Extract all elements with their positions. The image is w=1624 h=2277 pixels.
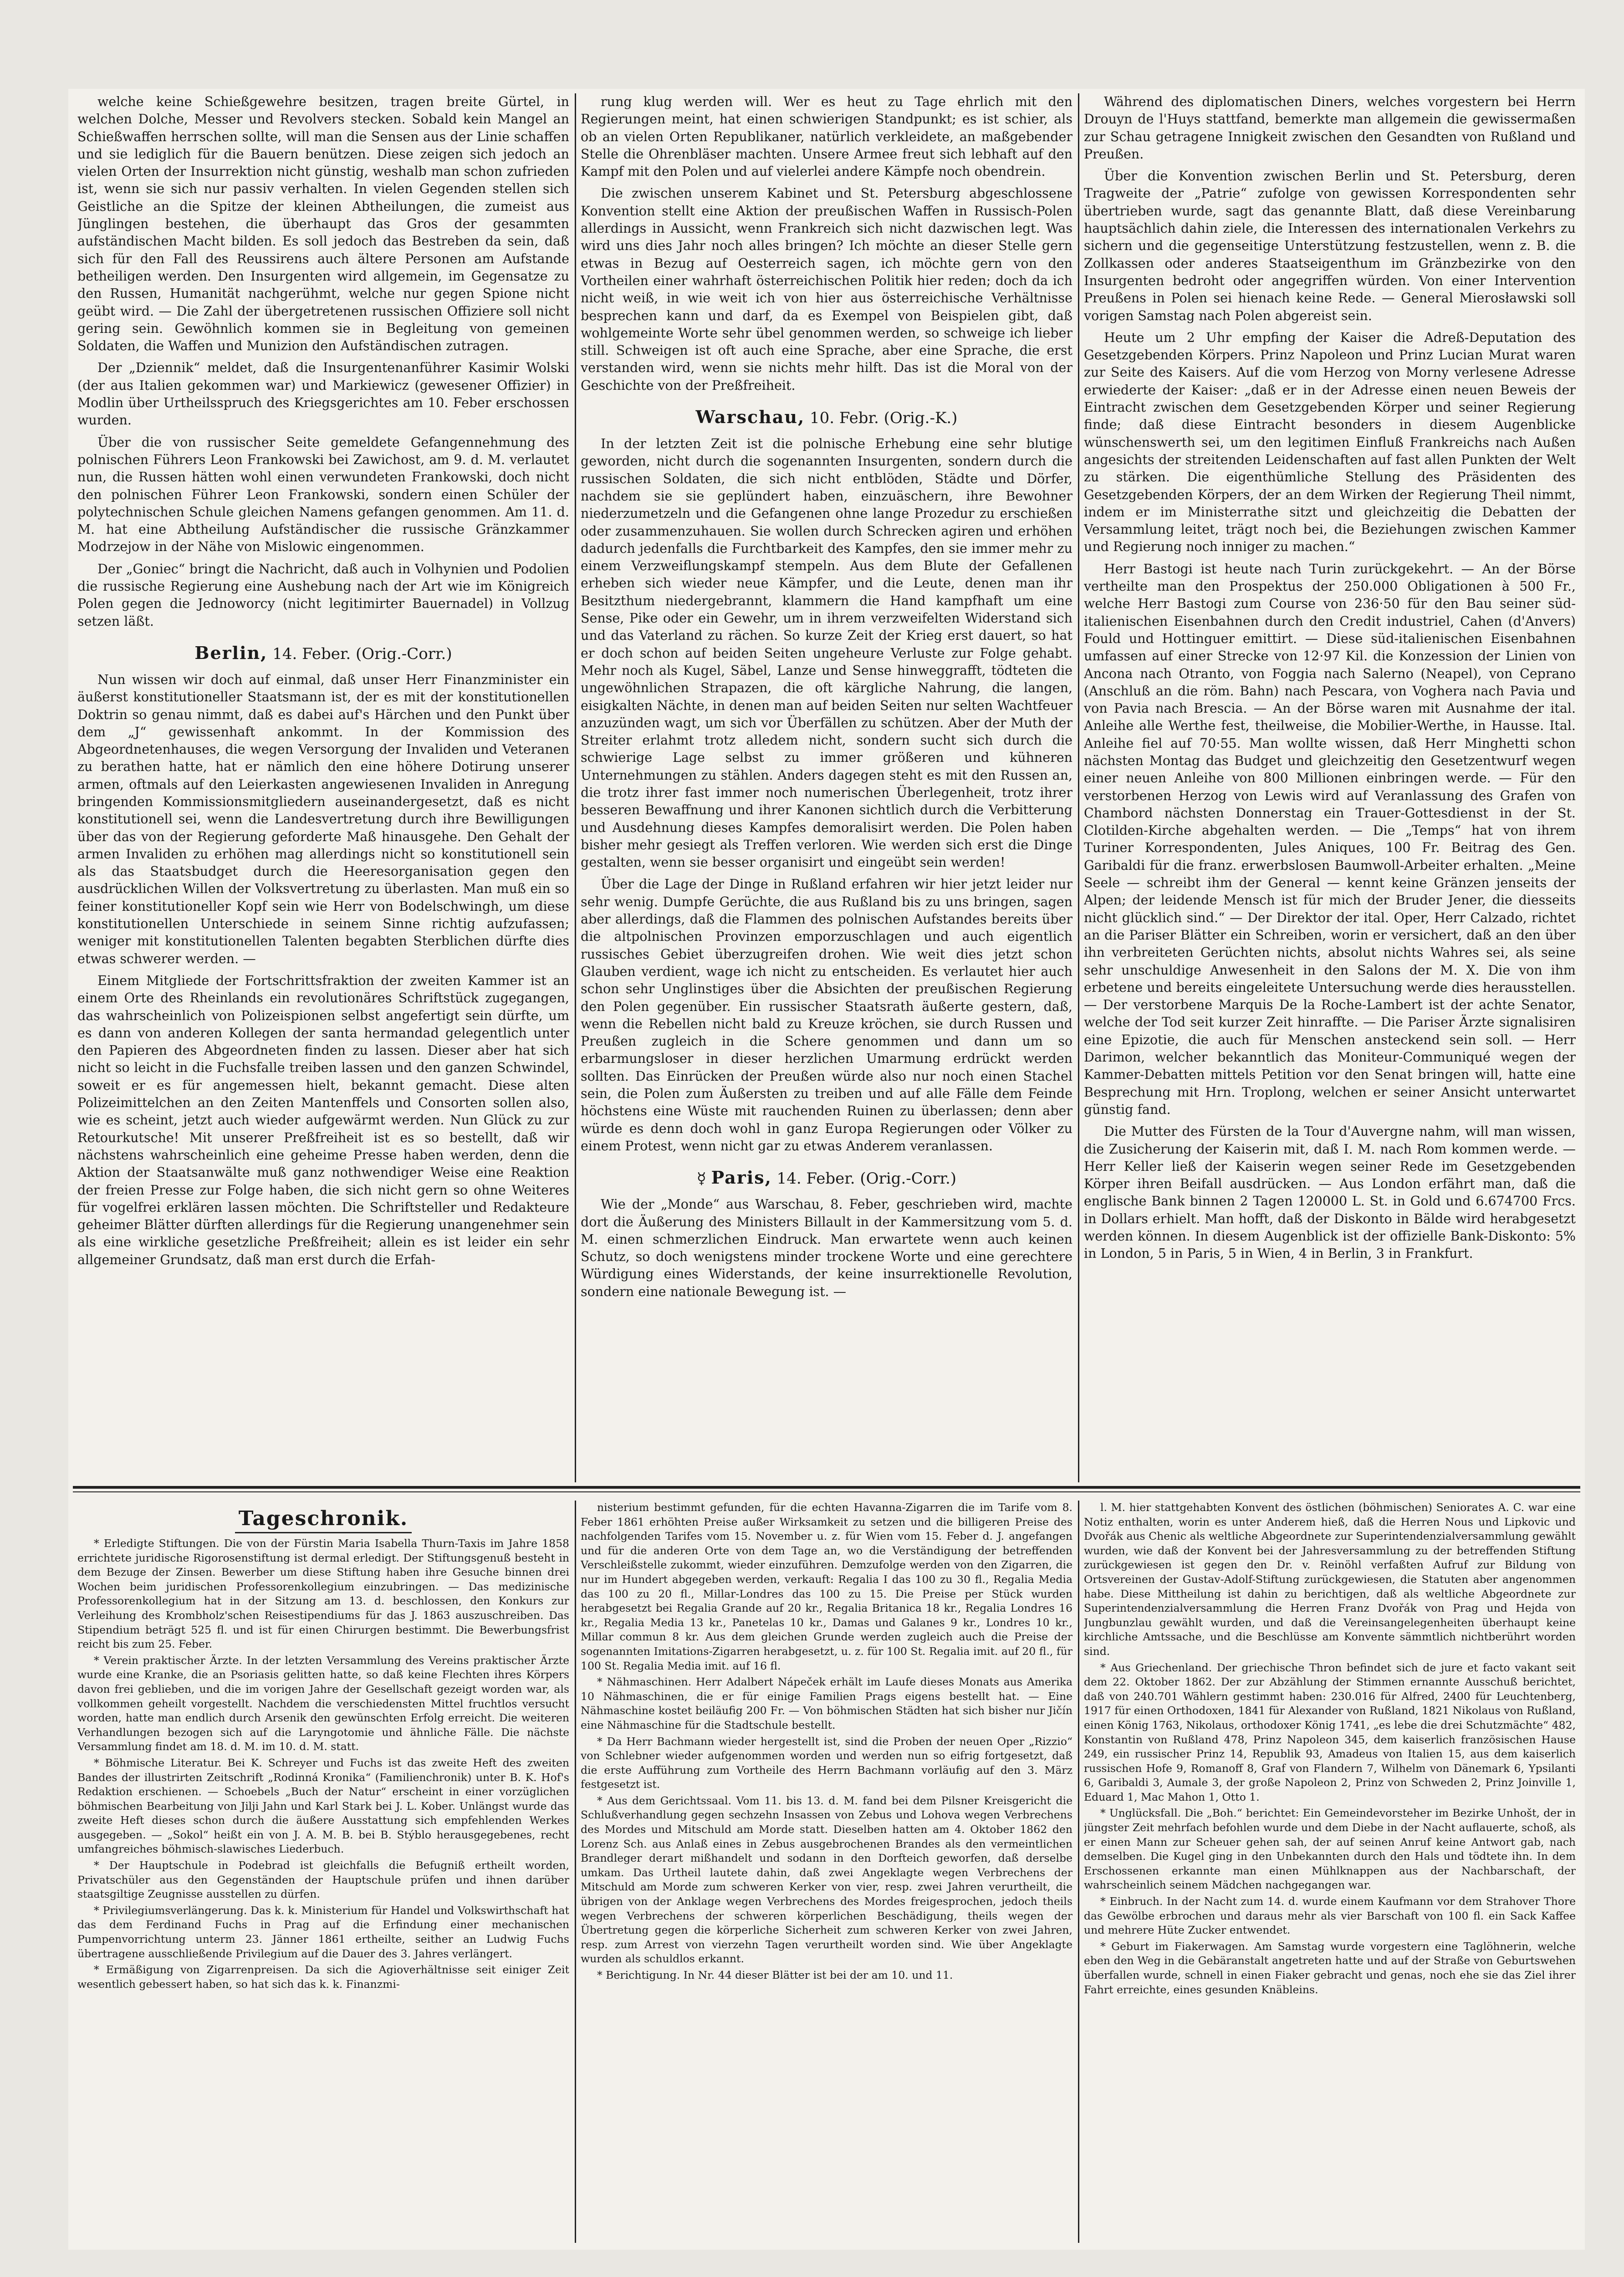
paragraph: Die zwischen unserem Kabinet und St. Petersburg abgeschlossene Konvention stellt eine Aktion der preußischen Waffen in Russisch-Polen allerdings in Aussicht, wenn Frankreich sich nicht dazwischen legt. Was wird uns dies Jahr noch alles bringen? Ich möchte an dieser Stelle gern etwas in Bezug auf Oesterreich sagen, ich möchte gern von den Vortheilen einer wahrhaft österreichischen Politik hier reden; doch da ich nicht weiß, in wie weit ich von hier aus österreichische Verhältnisse besprechen kann und darf, da es Exempel von Beispielen gibt, daß wohlgemeinte Worte sehr übel genommen werden, so schweige ich lieber still. Schweigen ist oft auch eine Sprache, aber eine Sprache, die erst verstanden wird, wenn sie nichts mehr hilft. Das ist die Moral von der Geschichte von der Preßfreiheit. [581, 186, 1072, 393]
dateline-paris [581, 1168, 1072, 1189]
chronicle-item: * Berichtigung. In Nr. 44 dieser Blätter ist bei der am 10. und 11. [597, 1969, 953, 1981]
column-2 [581, 93, 1072, 1482]
paragraph: Nun wissen wir doch auf einmal, daß unser Herr Finanzminister ein äußerst konstitutioneller Staatsmann ist, der es mit der konstitutionellen Doktrin so genau nimmt, daß es dabei auf's Härchen und den Punkt über dem „J“ gewissenhaft ankommt. In der Kommission des Abgeordnetenhauses, die wegen Versorgung der Invaliden und Veteranen zu berathen hatte, hat er nämlich den eine höhere Dotirung unserer armen, oftmals auf den Leierkasten angewiesenen Invaliden in Anregung bringenden Kommissionsmitgliedern auseinandergesetzt, daß es nicht konstitutionell sei, wenn die Landesvertretung durch ihre Bewilligungen über das von der Regierung geforderte Maß hinausgehe. Den Gehalt der armen Invaliden zu erhöhen mag allerdings nicht so konstitutionell sein als das Staatsbudget durch die Heeresorganisation gegen den ausdrücklichen Willen der Volksvertretung zu überlasten. Man muß ein so feiner konstitutioneller Kopf sein wie Herr von Bodelschwingh, um diese konstitutionellen Unterschiede in seinem Sinne richtig aufzufassen; weniger mit konstitutionellen Talenten begabten Sterblichen dürfte dies etwas schwerer werden. — [77, 672, 569, 966]
dateline-berlin [77, 643, 569, 664]
column-3 [1084, 93, 1576, 1482]
chronicle-item: nisterium bestimmt gefunden, für die echten Havanna-Zigarren die im Tarife vom 8. Feber 1861 erhöhten Preise außer Wirksamkeit zu setzen und die billigeren Preise des nachfolgenden Tarifes vom 15. November u. z. für Wien vom 15. Feber d. J. angefangen und für die anderen Orte von dem Tage an, wo die Verständigung der betreffenden Verschleißstelle zukommt, wieder einzuführen. Demzufolge werden von den Zigarren, die nur im Hundert abgegeben werden, verkauft: Regalia I das 100 zu 30 fl., Regalia Media das 100 zu 20 fl., Millar-Londres das 100 zu 15. Die Preise per Stück wurden herabgesetzt bei Regalia Grande auf 20 kr., Regalia Britanica 18 kr., Regalia Londres 16 kr., Regalia Media 13 kr., Panetelas 10 kr., Damas und Galanes 9 kr., Londres 10 kr., Millar commun 8 kr. Aus dem gleichen Grunde werden zugleich auch die Preise der sogenannten Imitations-Zigarren herabgesetzt, u. z. für 100 St. Regalia imit. auf 20 fl., für 100 St. Regalia Media imit. auf 16 fl. [581, 1501, 1072, 1672]
paragraph: Über die von russischer Seite gemeldete Gefangennehmung des polnischen Führers Leon Frankowski bei Zawichost, am 9. d. M. verlautet nun, die Russen hätten wohl einen verwundeten Frankowski, doch nicht den polnischen Führer Leon Frankowski, sondern einen Schüler der polytechnischen Schule gleichen Namens gefangen genommen. Am 11. d. M. hat eine Abtheilung Aufständischer die russische Gränzkammer Modrzejow in der Nähe von Mislowic eingenommen. [77, 434, 569, 555]
chronicle-item: * Nähmaschinen. Herr Adalbert Nápeček erhält im Laufe dieses Monats aus Amerika 10 Nähmaschinen, die er für einige Familien Prags eigens bestellt hat. — Eine Nähmaschine kostet beiläufig 200 Fr. — Von böhmischen Städten hat sich bisher nur Jičín eine Nähmaschine für die Stadtschule bestellt. [581, 1675, 1072, 1731]
chronicle-column-2 [581, 1501, 1072, 2243]
chronicle-item: * Einbruch. In der Nacht zum 14. d. wurde einem Kaufmann vor dem Strahover Thore das Gewölbe erbrochen und daraus mehr als vier Barschaft von 100 fl. ein Sack Kaffee und mehrere Hüte Zucker entwendet. [1084, 1895, 1576, 1937]
dateline-warschau [581, 407, 1072, 428]
chronicle-item: * Da Herr Bachmann wieder hergestellt ist, sind die Proben der neuen Oper „Rizzio“ von Schlebner wieder aufgenommen worden und werden nun so eifrig fortgesetzt, daß die erste Aufführung zum Vortheile des Herrn Bachmann vorläufig auf den 3. März festgesetzt ist. [581, 1735, 1072, 1791]
chronicle-column-3 [1084, 1501, 1576, 2243]
chronicle-item: * Böhmische Literatur. Bei K. Schreyer und Fuchs ist das zweite Heft des zweiten Bandes der illustrirten Zeitschrift „Rodinná Kronika“ (Familienchronik) unter B. K. Hof's Redaktion erschienen. — Schoebels „Buch der Natur“ erscheint in einer vorzüglichen böhmischen Bearbeitung von Jilji Jahn und Karl Stark bei J. L. Kober. Unlängst wurde das zweite Heft dieses schon durch die äußere Ausstattung sich empfehlenden Werkes ausgegeben. — „Sokol“ heißt ein von J. A. M. B. bei B. Stýblo herausgegebenes, recht umfangreiches böhmisch-slawisches Liederbuch. [77, 1756, 569, 1856]
column-rule [575, 1501, 576, 2243]
chronicle-item: * Erledigte Stiftungen. Die von der Fürstin Maria Isabella Thurn-Taxis im Jahre 1858 errichtete juridische Rigorosenstiftung ist dermal erledigt. Der Stiftungsgenuß besteht in dem Bezuge der Zinsen. Bewerber um diese Stiftung haben ihre Gesuche binnen drei Wochen beim juridischen Professorenkollegium einzubringen. — Das medizinische Professorenkollegium hat in der Sitzung am 13. d. beschlossen, den Konkurs zur Verleihung des Krombholz'schen Reisestipendiums für das J. 1863 auszuschreiben. Das Stipendium beträgt 525 fl. und ist für einen Chirurgen bestimmt. Die Bewerbungsfrist reicht bis zum 25. Feber. [77, 1537, 569, 1651]
chronicle-item: * Unglücksfall. Die „Boh.“ berichtet: Ein Gemeindevorsteher im Bezirke Unhošt, der in jüngster Zeit mehrfach befohlen wurde und dem Diebe in der Nacht auflauerte, schoß, als er einen Mann zur Scheuer gehen sah, der auf seinen Anruf keine Antwort gab, nach demselben. Die Kugel ging in den Unbekannten durch den Hals und tödtete ihn. In dem Erschossenen erkannte man einen Mühlknappen aus der Nachbarschaft, der wahrscheinlich seinem Mädchen nachgegangen war. [1084, 1807, 1576, 1892]
chronicle-column-1 [77, 1501, 569, 2243]
column-rule [575, 93, 576, 1482]
chronicle-item: * Verein praktischer Ärzte. In der letzten Versammlung des Vereins praktischer Ärzte wurde eine Kranke, die an Psoriasis gelitten hatte, so daß keine Flechten ihres Körpers davon frei geblieben, und die im vorigen Jahre der Gesellschaft gezeigt worden war, als vollkommen geheilt vorgestellt. Nachdem die verschiedensten Mittel fruchtlos versucht worden, hatte man endlich durch Arsenik den gewünschten Erfolg erreicht. Die weiteren Verhandlungen bezogen sich auf die Laryngotomie und ähnliche Fälle. Die nächste Versammlung findet am 18. d. M. im 10. d. M. statt. [77, 1654, 569, 1753]
paragraph: Der „Dziennik“ meldet, daß die Insurgentenanführer Kasimir Wolski (der aus Italien gekommen war) und Markiewicz (gewesener Offizier) in Modlin über Urtheilsspruch des Kriegsgerichtes am 10. Feber erschossen wurden. [77, 360, 569, 428]
dateline-date: 14. Feber. (Orig.-Corr.) [267, 644, 452, 663]
rubric-heading [77, 1507, 569, 1530]
dateline-city: Berlin, [194, 642, 268, 663]
dateline-date: 10. Febr. (Orig.-K.) [805, 409, 958, 428]
column-rule [1078, 1501, 1079, 2243]
paragraph: Wie der „Monde“ aus Warschau, 8. Feber, geschrieben wird, machte dort die Äußerung des Ministers Billault in der Kammersitzung vom 5. d. M. einen schmerzlichen Eindruck. Man erwartete wenn auch keinen Schutz, so doch wenigstens minder trockene Worte und eine gerechtere Würdigung eines Widerstands, der keine insurrektionelle Revolution, sondern eine nationale Bewegung ist. — [581, 1197, 1072, 1299]
paragraph: welche keine Schießgewehre besitzen, tragen breite Gürtel, in welchen Dolche, Messer und Revolvers stecken. Sobald kein Mangel an Schießwaffen herrschen sollte, will man die Sensen aus der Linie schaffen und sie lediglich für die Bauern benützen. Diese zeigen sich jedoch an vielen Orten der Insurrektion nicht günstig, weshalb man schon zufrieden ist, wenn sie sich nur passiv verhalten. In vielen Gegenden stellen sich Geistliche an die Spitze der kleinen Abtheilungen, die zumeist aus Jünglingen bestehen, die überhaupt das Gros der gesammten aufständischen Macht bilden. Es soll jedoch das Bestreben da sein, daß sich für den Fall des Reussirens auch ältere Personen am Aufstande betheiligen werden. Den Insurgenten wird allgemein, im Gegensatze zu den Russen, Humanität nachgerühmt, welche nur gegen Spione nicht geübt wird. — Die Zahl der übergetretenen russischen Offiziere soll nicht gering sein. Gewöhnlich kommen sie in Begleitung von gemeinen Soldaten, die Waffen und Munizion den Aufständischen zutragen. [77, 94, 569, 354]
chronicle-item: * Aus dem Gerichtssaal. Vom 11. bis 13. d. M. fand bei dem Pilsner Kreisgericht die Schlußverhandlung gegen sechzehn Insassen von Zebus und Lohova wegen Verbrechens des Mordes und Mitschuld am Morde statt. Dieselben hatten am 4. Oktober 1862 den Lorenz Sch. aus Anlaß eines in Zebus ausgebrochenen Brandes als den vermeintlichen Brandleger derart mißhandelt und sodann in den Dorfteich geworfen, daß derselbe umkam. Das Urtheil lautete dahin, daß zwei Angeklagte wegen Verbrechens der Mitschuld am Morde zum schweren Kerker von vier, resp. zwei Jahren verurtheilt, die übrigen von der Anklage wegen Verbrechens des Mordes freigesprochen, jedoch theils wegen Verbrechens der schweren körperlichen Beschädigung, theils wegen der Übertretung gegen die körperliche Sicherheit zum schweren Kerker von zwei Jahren, resp. zum Arrest von vierzehn Tagen verurtheilt worden sind. Wie über Angeklagte wurden als schuldlos erkannt. [581, 1794, 1072, 1966]
paragraph: Die Mutter des Fürsten de la Tour d'Auvergne nahm, will man wissen, die Zusicherung der Kaiserin mit, daß I. M. nach Rom kommen werde. — Herr Keller ließ der Kaiserin wegen seiner Rede im Gesetzgebenden Körper ihren Beifall ausdrücken. — Aus London erfährt man, daß die englische Bank binnen 2 Tagen 120000 L. St. in Gold und 6.674700 Frcs. in Dollars erhielt. Man hofft, daß der Diskonto in Bälde wird herabgesetzt werden können. In diesem Augenblick ist der offizielle Bank-Diskonto: 5% in London, 5 in Paris, 5 in Wien, 4 in Berlin, 3 in Frankfurt. [1084, 1124, 1576, 1261]
rubric-title: Tageschronik. [235, 1507, 412, 1533]
paragraph: rung klug werden will. Wer es heut zu Tage ehrlich mit den Regierungen meint, hat einen schwierigen Standpunkt; es ist schier, als ob an vielen Orten Republikaner, natürlich verkleidete, an maßgebender Stelle die Ohrenbläser machten. Unsere Armee freut sich lebhaft auf den Kampf mit den Polen und auf vielerlei andere Kämpfe noch obendrein. [581, 94, 1072, 179]
chronicle-item: l. M. hier stattgehabten Konvent des östlichen (böhmischen) Seniorates A. C. war eine Notiz enthalten, worin es unter Anderem hieß, daß die Herren Nous und Lipkovic und Dvořák aus Chenic als weltliche Abgeordnete zur Superintendenzialversammlung gewählt wurden, wie daß der Konvent bei der Jahresversammlung zu der betreffenden Stiftung zurückgewiesen ist gegen den Dr. v. Reinöhl verfaßten Aufruf zur Bildung von Ortsvereinen der Gustav-Adolf-Stiftung zurückgewiesen, die Statuten aber angenommen habe. Diese Mittheilung ist dahin zu berichtigen, daß als weltliche Abgeordnete zur Superintendenzialversammlung die Herren Franz Dvořák von Prag und Hejda von Jungbunzlau gewählt wurden, und daß die Vereinsangelegenheiten überhaupt keine kirchliche Amtssache, und die Beschlüsse am Konvente sämmtlich nichtberührt worden sind. [1084, 1501, 1576, 1658]
upper-section [77, 93, 1576, 1482]
paragraph: Heute um 2 Uhr empfing der Kaiser die Adreß-Deputation des Gesetzgebenden Körpers. Prinz Napoleon und Prinz Lucian Murat waren zur Seite des Kaisers. Auf die vom Herzog von Morny verlesene Adresse erwiederte der Kaiser: „daß er in der Adresse einen neuen Beweis der Eintracht zwischen dem Gesetzgebenden Körper und seiner Regierung finde; daß diese Eintracht besonders in diesem Augenblicke wünschenswerth sei, um den legitimen Einfluß Frankreichs nach Außen angesichts der streitenden Leidenschaften auf fast allen Punkten der Welt zu stärken. Die eigenthümliche Stellung des Präsidenten des Gesetzgebenden Körpers, der an dem Wirken der Regierung Theil nimmt, indem er im Ministerrathe sitzt und gleichzeitig die Debatten der Versammlung leitet, trägt noch bei, die Beziehungen zwischen Kammer und Regierung noch inniger zu machen.“ [1084, 330, 1576, 555]
newspaper-page [68, 89, 1585, 2250]
chronicle-item: * Ermäßigung von Zigarrenpreisen. Da sich die Agioverhältnisse seit einiger Zeit wesentlich gebessert haben, so hat sich das k. k. Finanzmi- [77, 1963, 569, 1991]
lower-section [77, 1501, 1576, 2243]
paragraph: Über die Konvention zwischen Berlin und St. Petersburg, deren Tragweite der „Patrie“ zufolge von gewissen Korrespondenten sehr übertrieben wurde, sagt das genannte Blatt, daß diese Vereinbarung hauptsächlich dahin ziele, die Interessen des internationalen Verkehrs zu sichern und die gegenseitige Unterstützung festzustellen, wenn z. B. die Zollkassen oder anderes Staatseigenthum im Gränzbezirke von den Insurgenten bedroht oder angegriffen würden. Von einer Intervention Preußens in Polen sei hienach keine Rede. — General Mierosławski soll vorigen Samstag nach Polen abgereist sein. [1084, 168, 1576, 323]
dateline-city: Paris, [711, 1167, 772, 1188]
chronicle-item: * Aus Griechenland. Der griechische Thron befindet sich de jure et facto vakant seit dem 22. Oktober 1862. Der zur Abzählung der Stimmen ernannte Ausschuß berichtet, daß von 240.701 Wählern gestimmt haben: 230.016 für Alfred, 2400 für Leuchtenberg, 1917 für einen Orthodoxen, 1841 für Alexander von Rußland, 1821 Nikolaus von Rußland, einen König 1763, Nikolaus, orthodoxer König 1741, „es lebe die drei Schutzmächte“ 482, Konstantin von Rußland 478, Prinz Napoleon 345, dem kaiserlich französischen Hause 249, ein russischer Prinz 14, Republik 93, Amadeus von Italien 15, aus dem kaiserlich russischen Hofe 9, Romanoff 8, Graf von Flandern 7, Wilhelm von Dänemark 6, Ypsilanti 6, Garibaldi 3, Aumale 3, der große Napoleon 2, Prinz von Schweden 2, Prinz Joinville 1, Eduard 1, Mac Mahon 1, Otto 1. [1084, 1661, 1576, 1803]
paragraph: Während des diplomatischen Diners, welches vorgestern bei Herrn Drouyn de l'Huys stattfand, bemerkte man allgemein die gewissermaßen zur Schau getragene Innigkeit zwischen den Gesandten von Rußland und Preußen. [1084, 94, 1576, 162]
chronicle-item: * Der Hauptschule in Podebrad ist gleichfalls die Befugniß ertheilt worden, Privatschüler aus den Gegenständen der Hauptschule prüfen und ihnen darüber staatsgiltige Zeugnisse ausstellen zu dürfen. [77, 1859, 569, 1901]
section-rule-thin [73, 1491, 1580, 1492]
dateline-city: Warschau, [695, 407, 805, 428]
dateline-date: 14. Feber. (Orig.-Corr.) [771, 1169, 957, 1188]
correspondent-mark: ☿ [696, 1169, 706, 1188]
paragraph: In der letzten Zeit ist die polnische Erhebung eine sehr blutige geworden, nicht durch die sogenannten Insurgenten, sondern durch die russischen Soldaten, die sich nicht entblöden, Städte und Dörfer, nachdem sie sie geplündert haben, einzuäschern, ihre Bewohner niederzumetzeln und die Gefangenen ohne lange Prozedur zu erschießen oder zusammenzuhauen. Sie wollen durch Schrecken agiren und erhöhen dadurch jedenfalls die Furchtbarkeit des Kampfes, den sie immer mehr zu einem Verzweiflungskampf stempeln. Aus dem Blute der Gefallenen erheben sich wieder neue Kämpfer, und die Leute, denen man ihr Besitzthum niedergebrannt, klammern die Hand kampfhaft um eine Sense, Pike oder ein Gewehr, um in ihrem verzweifelten Widerstand sich und das Vaterland zu rächen. So kurze Zeit der Krieg erst dauert, so hat er doch schon auf beiden Seiten ungeheure Verluste zur Folge gehabt. Mehr noch als Kugel, Säbel, Lanze und Sense hinweggrafft, tödteten die ungewöhnlichen Strapazen, die oft kärgliche Nahrung, die langen, eisigkalten Nächte, in denen man auf beiden Seiten nur selten Wachtfeuer anzuzünden wagt, um sich vor Überfällen zu schützen. Aber der Muth der Streiter erlahmt trotz alledem nicht, sondern sucht sich durch die schwierige Lage selbst zu immer größeren und kühneren Unternehmungen zu stählen. Anders dagegen steht es mit den Russen an, die trotz ihrer fast immer noch numerischen Überlegenheit, trotz ihrer besseren Bewaffnung und ihrer Kanonen sichtlich durch die Verbitterung und Ausdehnung dieses Kampfes demoralisirt werden. Die Polen haben bisher mehr gesiegt als Treffen verloren. Wie werden sich erst die Dinge gestalten, wenn sie besser organisirt und eingeübt sein werden! [581, 436, 1072, 870]
chronicle-item: * Geburt im Fiakerwagen. Am Samstag wurde vorgestern eine Taglöhnerin, welche eben den Weg in die Gebäranstalt angetreten hatte und auf der Straße von Geburtswehen überfallen wurde, schnell in einen Fiaker gebracht und genas, noch ehe sie das Ziel ihrer Fahrt erreichte, eines gesunden Knäbleins. [1084, 1940, 1576, 1996]
paragraph: Herr Bastogi ist heute nach Turin zurückgekehrt. — An der Börse vertheilte man den Prospektus der 250.000 Obligationen à 500 Fr., welche Herr Bastogi zum Course von 236·50 für den Bau seiner süd-italienischen Eisenbahnen durch den Credit industriel, Cahen (d'Anvers) Fould und Hottinguer emittirt. — Diese süd-italienischen Eisenbahnen umfassen auf einer Strecke von 12·97 Kil. die Konzession der Linien von Ancona nach Otranto, von Foggia nach Salerno (Neapel), von Ceprano (Anschluß an die röm. Bahn) nach Pescara, von Voghera nach Pavia und von Pavia nach Brescia. — An der Börse waren mit Ausnahme der ital. Anleihe alle Werthe fest, theilweise, die Mobilier-Werthe, in Hausse. Ital. Anleihe fiel auf 70·55. Man wollte wissen, daß Herr Minghetti schon nächsten Montag das Budget und gleichzeitig den Gesetzentwurf wegen einer neuen Anleihe von 800 Millionen einbringen werde. — Für den verstorbenen Herzog von Lewis wird auf Veranlassung des Grafen von Chambord nächsten Donnerstag ein Trauer-Gottesdienst in der St. Clotilden-Kirche abgehalten werden. — Die „Temps“ hat von ihrem Turiner Korrespondenten, Jules Aniques, 100 Fr. Beitrag des Gen. Garibaldi für die franz. erwerbslosen Baumwoll-Arbeiter erhalten. „Meine Seele — schreibt ihm der General — kennt keine Gränzen jenseits der Alpen; der leidende Mensch ist für mich der Bruder Jener, die diesseits nicht glücklich sind.“ — Der Direktor der ital. Oper, Herr Calzado, richtet an die Pariser Blätter ein Schreiben, worin er versichert, daß an den über ihn verbreiteten Gerüchten nichts, absolut nichts Wahres sei, als seine sehr unschuldige Anwesenheit in den Salons der M. X. Die von ihm erbetene und bereits eingeleitete Untersuchung werde dies herausstellen. — Der verstorbene Marquis De la Roche-Lambert ist der achte Senator, welche der Tod seit kurzer Zeit hinraffte. — Die Pariser Ärzte signalisiren eine Epizotie, die auch für Menschen ansteckend sein soll. — Herr Darimon, welcher bekanntlich das Moniteur-Communiqué wegen der Kammer-Debatten mittels Petition vor den Senat bringen will, hatte eine Besprechung mit Hrn. Troplong, welchen er seiner Ansicht unterwartet günstig fand. [1084, 561, 1576, 1117]
chronicle-item: * Privilegiumsverlängerung. Das k. k. Ministerium für Handel und Volkswirthschaft hat das dem Ferdinand Fuchs in Prag auf die Erfindung einer mechanischen Pumpenvorrichtung unterm 23. Jänner 1861 ertheilte, seither an Ludwig Fuchs übertragene ausschließende Privilegium auf die Dauer des 3. Jahres verlängert. [77, 1904, 569, 1960]
paragraph: Einem Mitgliede der Fortschrittsfraktion der zweiten Kammer ist an einem Orte des Rheinlands ein revolutionäres Schriftstück zugegangen, das wahrscheinlich von Polizeispionen selbst angefertigt sein dürfte, um es dann von anderen Kollegen der santa hermandad gelegentlich unter den Papieren des Abgeordneten finden zu lassen. Dieser aber hat sich nicht so leicht in die Fuchsfalle treiben lassen und den ganzen Schwindel, soweit er es für angemessen hielt, bekannt gemacht. Diese alten Polizeimittelchen an den Zeiten Mantenffels und Consorten sollen also, wie es scheint, jetzt auch wieder aufgewärmt werden. Nun Glück zu zur Retourkutsche! Mit unserer Preßfreiheit ist es so bestellt, daß wir nächstens wahrscheinlich eine geheime Presse haben werden, denn die Aktion der Staatsanwälte muß ganz nothwendiger Weise eine Reaktion der freien Presse zur Folge haben, die sich nicht gern so ohne Weiteres für vogelfrei erklären lassen möchten. Die Schriftsteller und Redakteure geheimer Blätter dürften allerdings für die Regierung unangenehmer sein als eine wirkliche gesetzliche Preßfreiheit; allein es ist leider ein sehr allgemeiner Grundsatz, daß man erst durch die Erfah- [77, 973, 569, 1267]
section-rule [73, 1486, 1580, 1489]
column-1 [77, 93, 569, 1482]
column-rule [1078, 93, 1079, 1482]
paragraph: Der „Goniec“ bringt die Nachricht, daß auch in Volhynien und Podolien die russische Regierung eine Aushebung nach der Art wie im Königreich Polen gegen die Jednoworcy (nicht legitimirter Bauernadel) in Vollzug setzen läßt. [77, 561, 569, 629]
paragraph: Über die Lage der Dinge in Rußland erfahren wir hier jetzt leider nur sehr wenig. Dumpfe Gerüchte, die aus Rußland bis zu uns bringen, sagen aber allerdings, daß die Flammen des polnischen Aufstandes bereits über die altpolnischen Provinzen emporzuschlagen und auch eigentlich russisches Gebiet überzugreifen drohen. Wie weit dies jetzt schon Glauben verdient, wage ich nicht zu entscheiden. Es verlautet hier auch schon sehr Unglinstiges über die Absichten der preußischen Regierung den Polen gegenüber. Ein russischer Staatsrath äußerte gestern, daß, wenn die Rebellen nicht bald zu Kreuze kröchen, sie durch Russen und Preußen zugleich in die Schere genommen und dann um so erbarmungsloser in dieser herzlichen Umarmung erdrückt werden sollten. Das Einrücken der Preußen würde also nur noch einen Stachel sein, die Polen zum Äußersten zu treiben und auf alle Fälle dem Feinde höchstens eine Wüste mit rauchenden Ruinen zu überlassen; denn aber würde es denn doch wohl in ganz Europa Regierungen oder Völker zu einem Protest, wenn nicht gar zu etwas Anderem veranlassen. [581, 877, 1072, 1154]
